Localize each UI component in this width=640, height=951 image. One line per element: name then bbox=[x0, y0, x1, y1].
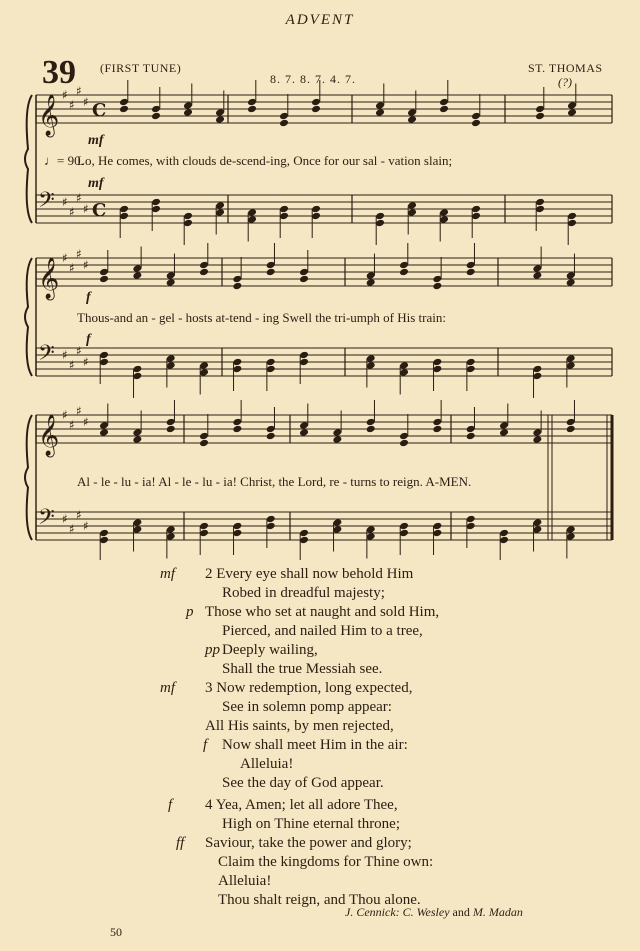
credit-author-2: M. Madan bbox=[472, 905, 523, 919]
sharp-icon: ♯ bbox=[76, 508, 82, 522]
dynamic-mark: f bbox=[86, 290, 91, 305]
note-head bbox=[566, 425, 576, 434]
sharp-icon: ♯ bbox=[69, 418, 75, 432]
sharp-icon: ♯ bbox=[62, 88, 68, 102]
dynamic-mark: mf bbox=[88, 133, 104, 148]
sharp-icon: ♯ bbox=[76, 247, 82, 261]
bass-clef-icon: 𝄢 bbox=[38, 505, 55, 535]
note-head bbox=[375, 108, 385, 117]
note-head bbox=[532, 435, 542, 444]
verse-line: See in solemn pomp appear: bbox=[222, 699, 392, 715]
verse-line: 2 Every eye shall now behold Him bbox=[205, 566, 414, 582]
sharp-icon: ♯ bbox=[62, 348, 68, 362]
note-head bbox=[247, 105, 257, 114]
note-head bbox=[183, 108, 193, 117]
note-head bbox=[407, 115, 417, 124]
note-head bbox=[166, 278, 176, 287]
verse-line: Robed in dreadful majesty; bbox=[222, 585, 385, 601]
sharp-icon: ♯ bbox=[83, 355, 89, 369]
verse-dynamic-mark: p bbox=[186, 604, 194, 620]
note-head bbox=[299, 275, 309, 284]
note-head bbox=[399, 439, 409, 448]
note-head bbox=[132, 435, 142, 444]
verse-dynamic-mark: f bbox=[203, 737, 208, 753]
verse-line: 3 Now redemption, long expected, bbox=[205, 680, 413, 696]
page-number: 50 bbox=[110, 925, 122, 939]
lyric-line-1: Lo, He comes, with clouds de-scend-ing, Once for our sal - vation slain; bbox=[77, 153, 453, 168]
note-head bbox=[311, 105, 321, 114]
tempo-value: = 90. bbox=[57, 153, 84, 168]
note-head bbox=[119, 105, 129, 114]
note-head bbox=[535, 112, 545, 121]
sharp-icon: ♯ bbox=[62, 251, 68, 265]
tune-name: ST. THOMAS bbox=[528, 61, 603, 75]
system-brace bbox=[25, 258, 32, 376]
page-header: ADVENT bbox=[285, 12, 355, 28]
system-brace bbox=[25, 95, 32, 223]
sharp-icon: ♯ bbox=[69, 98, 75, 112]
sharp-icon: ♯ bbox=[76, 191, 82, 205]
verse-dynamic-mark: mf bbox=[160, 566, 175, 582]
dynamic-mark: f bbox=[86, 332, 91, 347]
verse-line: Those who set at naught and sold Him, bbox=[205, 604, 440, 620]
sharp-icon: ♯ bbox=[83, 258, 89, 272]
note-head bbox=[432, 282, 442, 291]
time-signature: C bbox=[92, 100, 107, 121]
tune-source: (?) bbox=[558, 75, 572, 89]
verse-dynamic-mark: mf bbox=[160, 680, 175, 696]
note-head bbox=[266, 432, 276, 441]
verse-line: Shall the true Messiah see. bbox=[222, 661, 383, 677]
verse-line: 4 Yea, Amen; let all adore Thee, bbox=[205, 797, 398, 813]
note-head bbox=[299, 428, 309, 437]
note-head bbox=[366, 425, 376, 434]
credit bbox=[345, 905, 523, 920]
verse-dynamic-mark: f bbox=[168, 797, 173, 813]
note-head bbox=[332, 435, 342, 444]
credit-author-1: J. Cennick: C. Wesley bbox=[345, 905, 450, 919]
treble-clef-icon: 𝄞 bbox=[38, 258, 60, 299]
note-head bbox=[499, 428, 509, 437]
system-brace bbox=[25, 415, 32, 540]
note-head bbox=[432, 425, 442, 434]
sharp-icon: ♯ bbox=[83, 415, 89, 429]
sharp-icon: ♯ bbox=[69, 522, 75, 536]
verse-line: Alleluia! bbox=[240, 756, 294, 772]
tempo-mark: ♩= 90. bbox=[44, 153, 84, 168]
sharp-icon: ♯ bbox=[62, 408, 68, 422]
note-head bbox=[399, 268, 409, 277]
note-head bbox=[151, 112, 161, 121]
verse-line: All His saints, by men rejected, bbox=[205, 718, 394, 734]
verse-line: Deeply wailing, bbox=[222, 642, 318, 658]
note-head bbox=[132, 271, 142, 280]
note-head bbox=[166, 425, 176, 434]
note-head bbox=[232, 425, 242, 434]
note-head bbox=[567, 108, 577, 117]
sharp-icon: ♯ bbox=[76, 404, 82, 418]
note-head bbox=[199, 439, 209, 448]
sharp-icon: ♯ bbox=[83, 95, 89, 109]
note-head bbox=[366, 278, 376, 287]
lyric-line-2: Thous-and an - gel - hosts at-tend - ing Swell the tri-umph of His train: bbox=[77, 310, 446, 325]
verse-line: Thou shalt reign, and Thou alone. bbox=[218, 892, 421, 908]
treble-clef-icon: 𝄞 bbox=[38, 415, 60, 456]
verse-line: Alleluia! bbox=[218, 873, 272, 889]
verse-line: High on Thine eternal throne; bbox=[222, 816, 401, 832]
note-head bbox=[99, 275, 109, 284]
verse-line: See the day of God appear. bbox=[222, 775, 384, 791]
hymn-number: 39 bbox=[42, 54, 76, 91]
note-head bbox=[466, 432, 476, 441]
sharp-icon: ♯ bbox=[69, 358, 75, 372]
verse-line: Claim the kingdoms for Thine own: bbox=[218, 854, 434, 870]
verse-line: Saviour, take the power and glory; bbox=[205, 835, 412, 851]
verse-dynamic-mark: pp bbox=[205, 642, 220, 658]
note-head bbox=[99, 428, 109, 437]
note-head bbox=[471, 119, 481, 128]
sharp-icon: ♯ bbox=[83, 202, 89, 216]
bass-clef-icon: 𝄢 bbox=[38, 188, 55, 218]
time-signature: C bbox=[92, 200, 107, 221]
treble-clef-icon: 𝄞 bbox=[38, 95, 60, 136]
note-head bbox=[279, 119, 289, 128]
note-head bbox=[466, 268, 476, 277]
sharp-icon: ♯ bbox=[62, 512, 68, 526]
sharp-icon: ♯ bbox=[76, 84, 82, 98]
sharp-icon: ♯ bbox=[69, 205, 75, 219]
lyric-line-3: Al - le - lu - ia! Al - le - lu - ia! Christ, the Lord, re - turns to reign. A-MEN. bbox=[77, 474, 472, 489]
sharp-icon: ♯ bbox=[83, 519, 89, 533]
tune-tag: (FIRST TUNE) bbox=[100, 61, 182, 75]
verse-dynamic-mark: ff bbox=[176, 835, 185, 851]
meter: 8. 7. 8. 7. 4. 7. bbox=[270, 72, 356, 86]
credit-and: and bbox=[452, 905, 470, 919]
note-head bbox=[199, 268, 209, 277]
note-head bbox=[215, 115, 225, 124]
sharp-icon: ♯ bbox=[69, 261, 75, 275]
note-head bbox=[532, 271, 542, 280]
verse-line: Now shall meet Him in the air: bbox=[222, 737, 408, 753]
bass-clef-icon: 𝄢 bbox=[38, 341, 55, 371]
dynamic-mark: mf bbox=[88, 176, 104, 191]
note-head bbox=[232, 282, 242, 291]
note-head bbox=[266, 268, 276, 277]
sharp-icon: ♯ bbox=[62, 195, 68, 209]
note-head bbox=[439, 105, 449, 114]
sharp-icon: ♯ bbox=[76, 344, 82, 358]
verse-line: Pierced, and nailed Him to a tree, bbox=[222, 623, 423, 639]
note-head bbox=[566, 278, 576, 287]
